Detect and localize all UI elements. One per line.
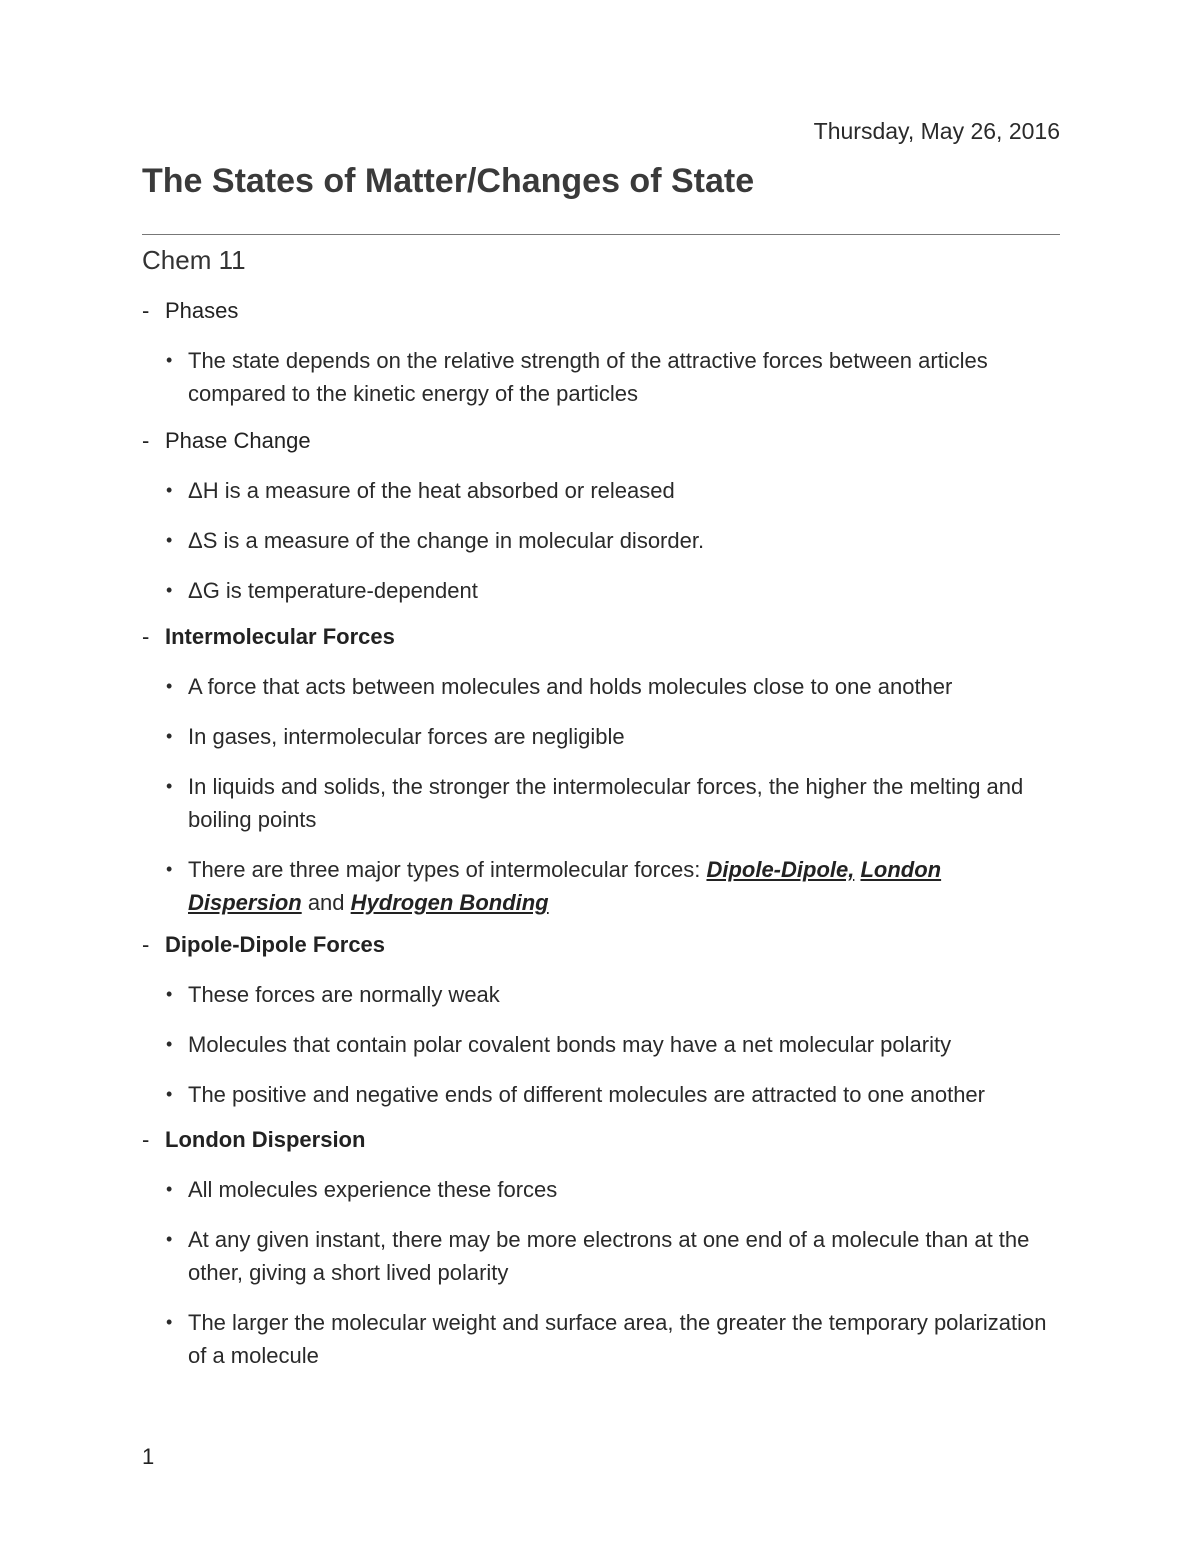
bullet-item — [142, 770, 1060, 836]
bullet-text: These forces are normally weak — [188, 982, 500, 1007]
bullet-text: At any given instant, there may be more electrons at one end of a molecule than at the other, giving a short lived polarity — [188, 1227, 1030, 1285]
section-london-dispersion — [142, 1124, 1060, 1372]
bullet-dot: • — [166, 726, 173, 746]
bullet-text: The larger the molecular weight and surface area, the greater the temporary polarization of a molecule — [188, 1310, 1047, 1368]
bullet-item — [142, 474, 1060, 507]
section-heading — [142, 295, 1060, 327]
bullet-dot: • — [166, 1084, 173, 1104]
bullet-item — [142, 853, 1060, 919]
dash-marker: - — [142, 624, 150, 649]
bullet-item — [142, 670, 1060, 703]
bullet-dot: • — [166, 1312, 173, 1332]
bullet-item — [142, 720, 1060, 753]
bullet-item — [142, 1028, 1060, 1061]
bullet-dot: • — [166, 580, 173, 600]
dash-marker: - — [142, 428, 150, 453]
bullet-dot: • — [166, 1034, 173, 1054]
section-dipole-dipole-forces — [142, 929, 1060, 1111]
bullet-dot: • — [166, 1179, 173, 1199]
bullet-item — [142, 1223, 1060, 1289]
bullet-dot: • — [166, 350, 173, 370]
dash-marker: - — [142, 1127, 150, 1152]
bullet-text: In gases, intermolecular forces are negligible — [188, 724, 625, 749]
section-heading-label: Dipole-Dipole Forces — [165, 932, 386, 957]
bullet-item — [142, 978, 1060, 1011]
bullet-text: ΔH is a measure of the heat absorbed or released — [188, 478, 675, 503]
bullet-text: A force that acts between molecules and holds molecules close to one another — [188, 674, 953, 699]
bullet-item — [142, 1078, 1060, 1111]
page-number: 1 — [142, 1444, 155, 1469]
bullet-item — [142, 1173, 1060, 1206]
dash-marker: - — [142, 932, 150, 957]
bullet-text: The positive and negative ends of different molecules are attracted to one another — [188, 1082, 985, 1107]
bullet-text: All molecules experience these forces — [188, 1177, 558, 1202]
bullet-text: Molecules that contain polar covalent bonds may have a net molecular polarity — [188, 1032, 952, 1057]
separator-text: and — [301, 890, 351, 915]
section-phase-change — [142, 425, 1060, 607]
bullet-text: In liquids and solids, the stronger the intermolecular forces, the higher the melting and boiling points — [188, 774, 1024, 832]
bullet-item — [142, 524, 1060, 557]
bullet-dot: • — [166, 984, 173, 1004]
page-title: The States of Matter/Changes of State — [142, 162, 755, 200]
london-dispersion-link[interactable]: London Dispersion — [188, 857, 942, 915]
course-subtitle: Chem 11 — [142, 245, 246, 275]
bullet-dot: • — [166, 676, 173, 696]
section-heading — [142, 621, 1060, 653]
dash-marker: - — [142, 298, 150, 323]
section-heading — [142, 1124, 1060, 1156]
bullet-text: ΔG is temperature-dependent — [188, 578, 478, 603]
bullet-dot: • — [166, 1229, 173, 1249]
title-divider — [142, 234, 1060, 235]
section-heading — [142, 425, 1060, 457]
bullet-dot: • — [166, 480, 173, 500]
bullet-item — [142, 1306, 1060, 1372]
bullet-text: The state depends on the relative strength of the attractive forces between articles compared to the kinetic energy of the particles — [188, 348, 988, 406]
bullet-dot: • — [166, 859, 173, 879]
bullet-dot: • — [166, 776, 173, 796]
section-heading-label: Intermolecular Forces — [165, 624, 395, 649]
bullet-item — [142, 344, 1060, 410]
section-heading-label: Phases — [165, 298, 239, 323]
hydrogen-bonding-link[interactable]: Hydrogen Bonding — [350, 890, 549, 915]
bullet-text: ΔS is a measure of the change in molecular disorder. — [188, 528, 705, 553]
bullet-dot: • — [166, 530, 173, 550]
bullet-text: There are three major types of intermolecular forces: — [188, 857, 707, 882]
bullet-item — [142, 574, 1060, 607]
section-phases — [142, 295, 1060, 410]
dipole-dipole-link[interactable]: Dipole-Dipole, — [706, 857, 855, 882]
section-heading-label: London Dispersion — [165, 1127, 366, 1152]
section-heading — [142, 929, 1060, 961]
date-header: Thursday, May 26, 2016 — [813, 118, 1060, 144]
section-heading-label: Phase Change — [165, 428, 311, 453]
section-intermolecular-forces — [142, 621, 1060, 919]
